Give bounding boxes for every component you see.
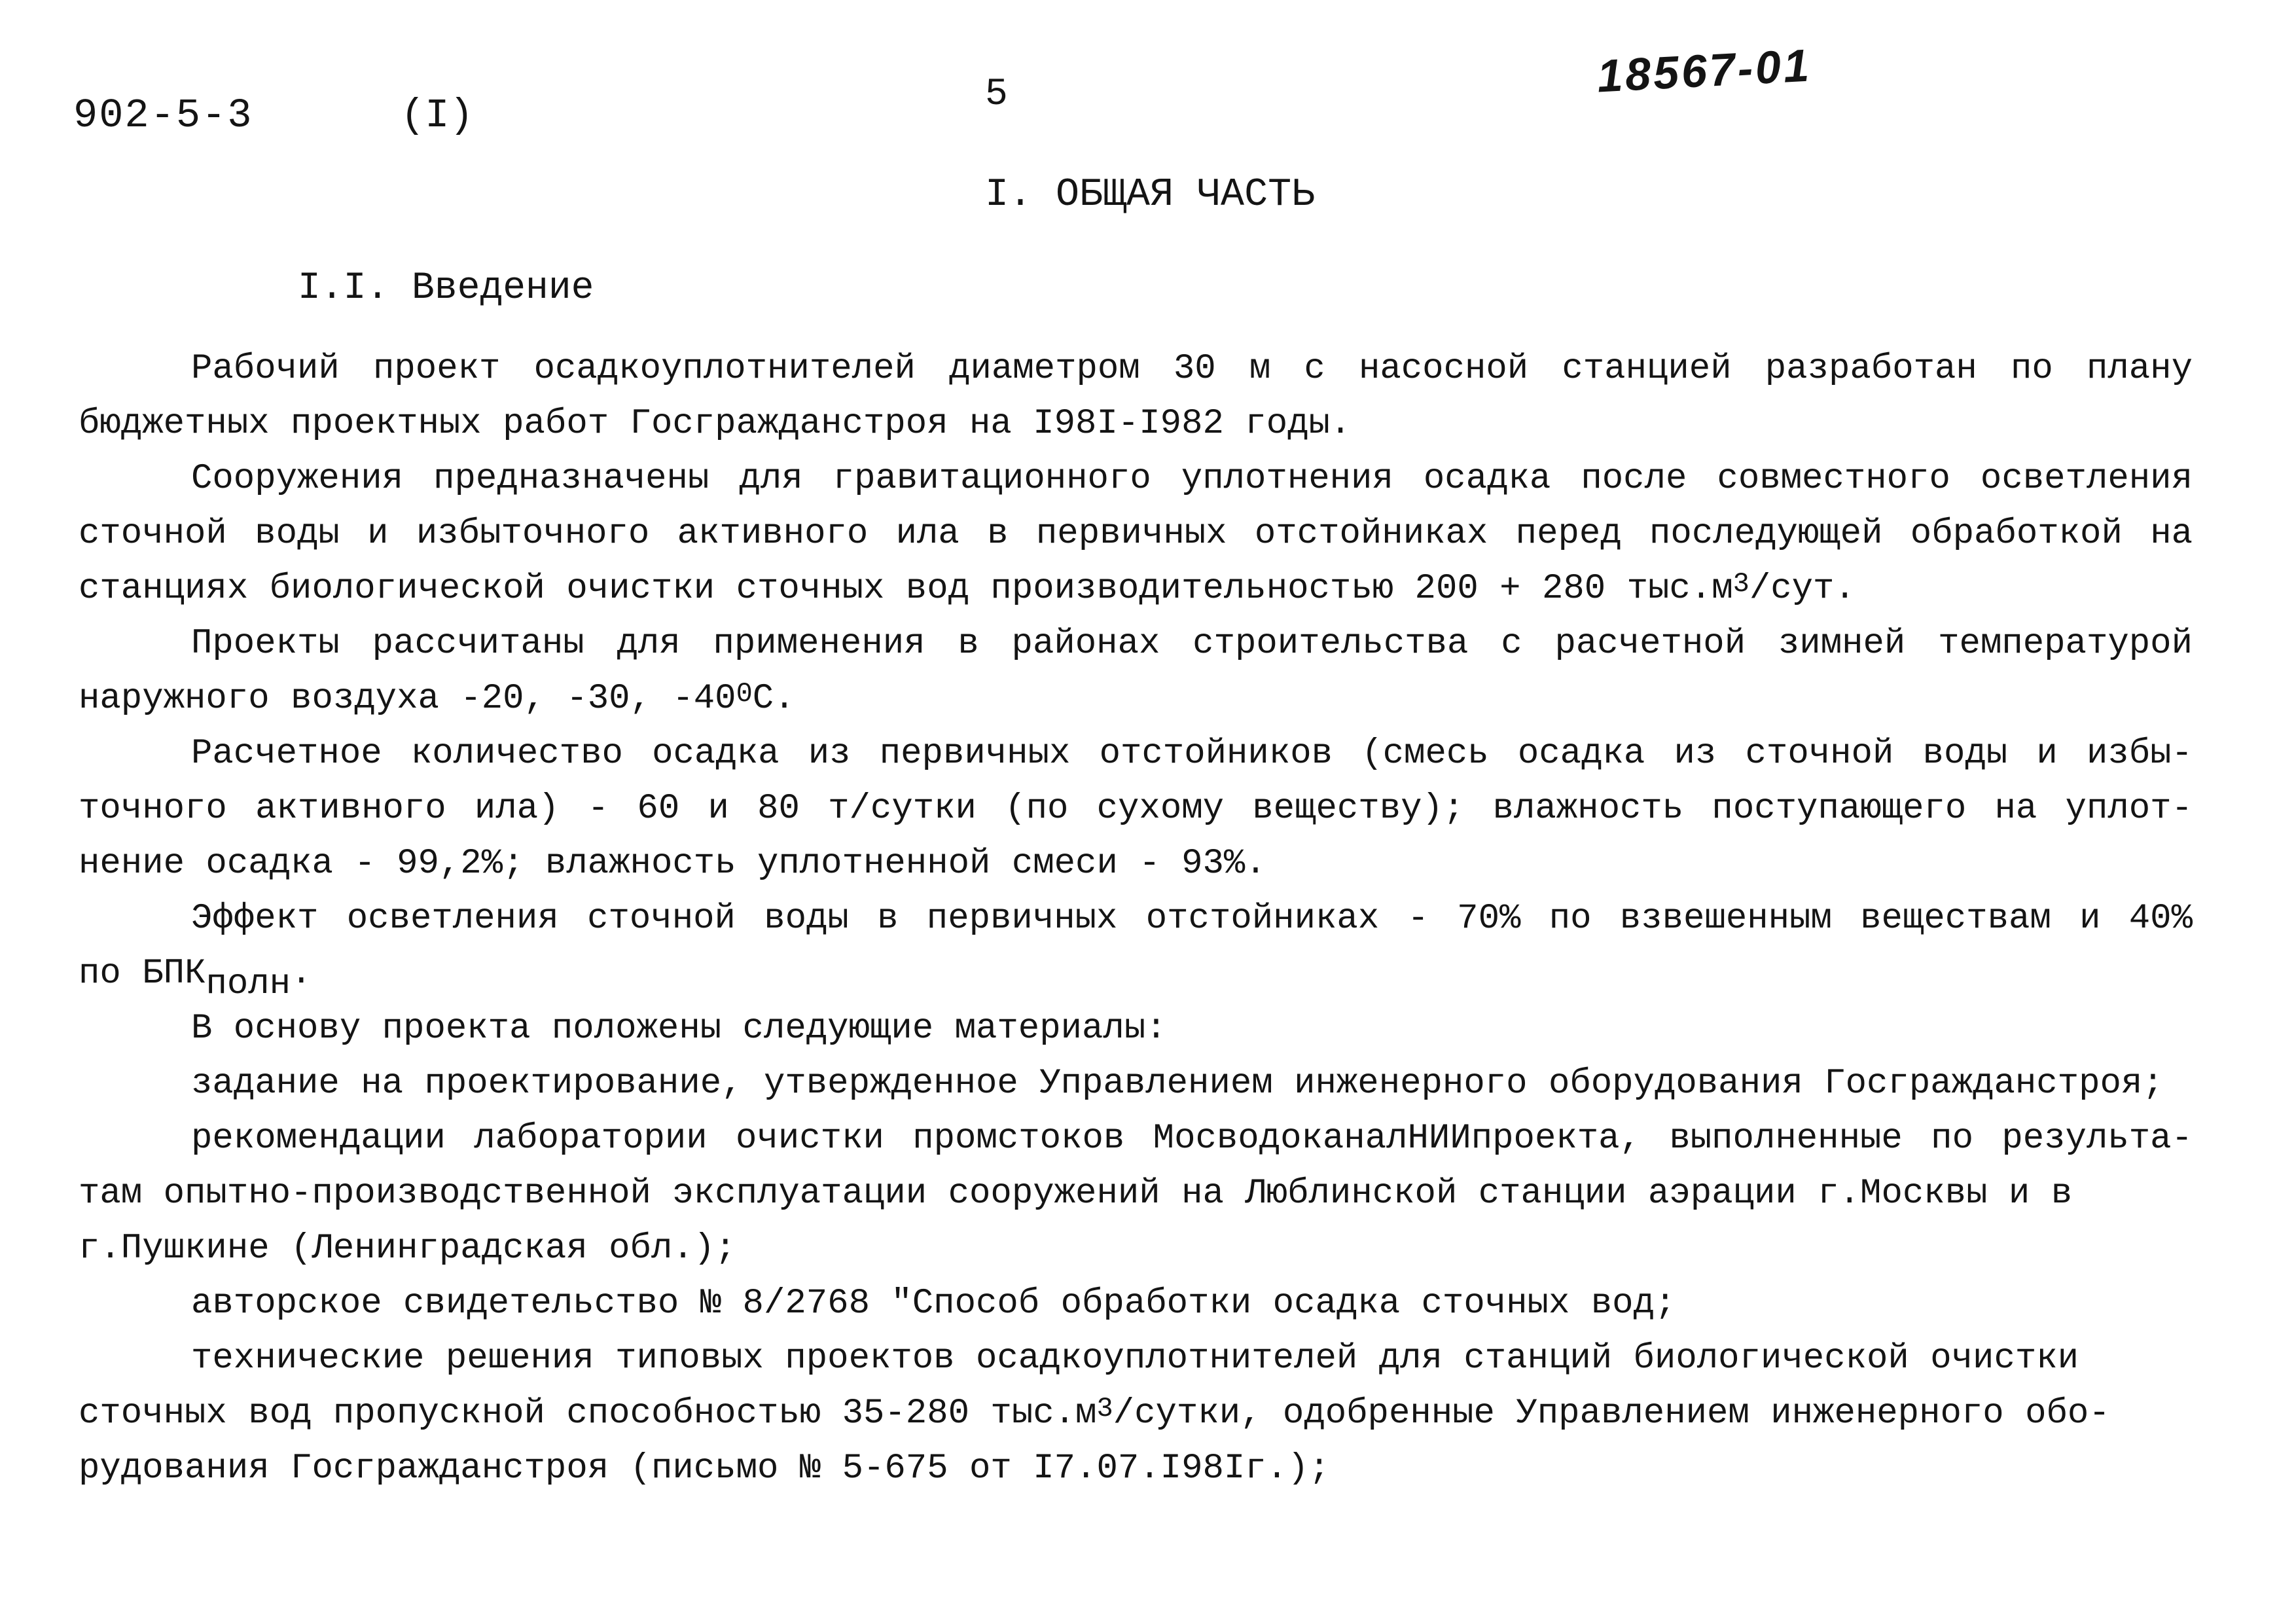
paragraph-2-line-3: [79, 562, 2193, 617]
paragraph-5-line-2-text: по БПК: [79, 954, 206, 994]
document-part: (I): [401, 92, 474, 139]
paragraph-2-line-3-tail: /сут.: [1749, 569, 1856, 609]
paragraph-8-line-1: рекомендации лаборатории очистки промстоков МосводоканалНИИпроекта, выполненные по результа-: [191, 1119, 2193, 1159]
paragraph-3-line-2: [79, 672, 2193, 727]
paragraph-6-line-1: В основу проекта положены следующие материалы:: [191, 1009, 1167, 1049]
superscript-cubic: 3: [1732, 568, 1749, 600]
archive-number-stamp: 18567-01: [1596, 39, 1813, 102]
paragraph-7-line-1: задание на проектирование, утвержденное Управлением инженерного оборудования Госгражданстроя;: [191, 1064, 2164, 1104]
paragraph-5-line-2-tail: .: [291, 954, 312, 994]
paragraph-5-line-1: Эффект осветления сточной воды в первичных отстойниках - 70% по взвешенным веществам и 40%: [191, 899, 2193, 939]
paragraph-10-line-2: [79, 1386, 2193, 1441]
paragraph-1-line-2: бюджетных проектных работ Госгражданстроя на I98I-I982 годы.: [79, 404, 1352, 444]
paragraph-8-line-2: там опытно-производственной эксплуатации сооружений на Люблинской станции аэрации г.Москвы и в: [79, 1174, 2073, 1214]
paragraph-10-line-1: технические решения типовых проектов осадкоуплотнителей для станций биологической очистки: [191, 1339, 2079, 1379]
paragraph-3-line-1: Проекты рассчитаны для применения в районах строительства с расчетной зимней температурой: [191, 624, 2193, 664]
paragraph-10-line-2-text: сточных вод пропускной способностью 35-280 тыс.м: [79, 1394, 1097, 1434]
paragraph-4-line-2: точного активного ила) - 60 и 80 т/сутки (по сухому веществу); влажность поступающего на уплот-: [79, 789, 2193, 829]
paragraph-2-line-3-text: станциях биологической очистки сточных вод производительностью 200 + 280 тыс.м: [79, 569, 1733, 609]
paragraph-1-line-1: Рабочий проект осадкоуплотнителей диаметром 30 м с насосной станцией разработан по плану: [191, 349, 2193, 389]
paragraph-4-line-1: Расчетное количество осадка из первичных отстойников (смесь осадка из сточной воды и избы-: [191, 734, 2193, 774]
paragraph-3-line-2-tail: С.: [752, 679, 795, 719]
superscript-cubic-2: 3: [1096, 1393, 1113, 1424]
paragraph-4-line-3: нение осадка - 99,2%; влажность уплотненной смеси - 93%.: [79, 844, 1266, 884]
section-title: I. ОБЩАЯ ЧАСТЬ: [985, 173, 1316, 217]
paragraph-3-line-2-text: наружного воздуха -20, -30, -40: [79, 679, 736, 719]
document-code: 902-5-3: [73, 92, 253, 139]
subscript-poln: полн: [206, 964, 291, 1004]
superscript-degree: 0: [736, 678, 753, 710]
paragraph-2-line-2: сточной воды и избыточного активного ила в первичных отстойниках перед последующей обработкой на: [79, 514, 2193, 554]
paragraph-9-line-1: авторское свидетельство № 8/2768 "Способ обработки осадка сточных вод;: [191, 1284, 1676, 1324]
paragraph-2-line-1: Сооружения предназначены для гравитационного уплотнения осадка после совместного осветления: [191, 459, 2193, 499]
paragraph-10-line-3: рудования Госгражданстроя (письмо № 5-675 от I7.07.I98Iг.);: [79, 1449, 1330, 1489]
paragraph-8-line-3: г.Пушкине (Ленинградская обл.);: [79, 1229, 736, 1269]
subsection-title: I.I. Введение: [298, 267, 594, 310]
paragraph-5-line-2: [79, 947, 2193, 1004]
page-number: 5: [985, 73, 1008, 116]
paragraph-10-line-2-tail: /сутки, одобренные Управлением инженерного обо-: [1113, 1394, 2110, 1434]
document-body: [79, 342, 2193, 1496]
